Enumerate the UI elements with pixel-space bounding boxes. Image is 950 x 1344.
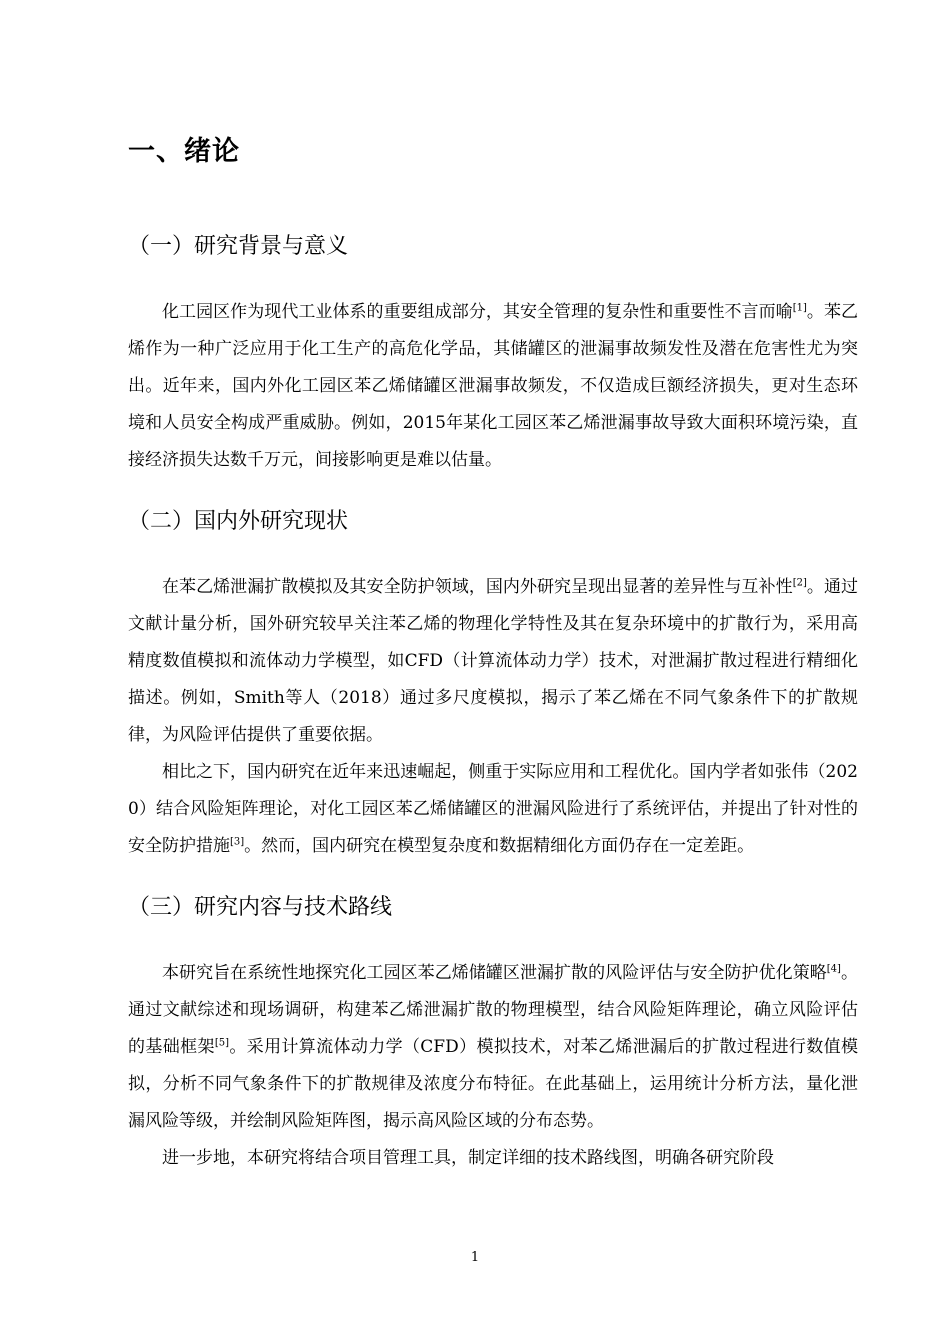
section-title: （二）国内外研究现状 [128, 509, 349, 534]
paragraph-text: 相比之下，国内研究在近年来迅速崛起，侧重于实际应用和工程优化。国内学者如张伟（2020）结合风险矩阵理论，对化工园区苯乙烯储罐区的泄漏风险进行了系统评估，并提出了针对性的安全防护措施 [128, 762, 858, 856]
section-title: （三）研究内容与技术路线 [128, 895, 393, 920]
paragraph-text: 本研究旨在系统性地探究化工园区苯乙烯储罐区泄漏扩散的风险评估与安全防护优化策略 [162, 963, 827, 983]
citation-ref[interactable]: [1] [792, 302, 807, 314]
paragraph-text: 。通过文献计量分析，国外研究较早关注苯乙烯的物理化学特性及其在复杂环境中的扩散行为，采用高精度数值模拟和流体动力学模型，如CFD（计算流体动力学）技术，对泄漏扩散过程进行精细化描述。例如，Smith等人（2018）通过多尺度模拟，揭示了苯乙烯在不同气象条件下的扩散规律，为风险评估提供了重要依据。 [128, 577, 859, 745]
citation-ref[interactable]: [3] [230, 836, 245, 848]
paragraph [128, 1140, 858, 1177]
paragraph-text: 在苯乙烯泄漏扩散模拟及其安全防护领域，国内外研究呈现出显著的差异性与互补性 [162, 577, 793, 597]
page-content [128, 132, 858, 1177]
paragraph [128, 294, 858, 479]
paragraph [128, 754, 858, 865]
paragraph-text: 。通过文献综述和现场调研，构建苯乙烯泄漏扩散的物理模型，结合风险矩阵理论，确立风险评估的基础框架 [128, 963, 858, 1057]
paragraph-text: 。采用计算流体动力学（CFD）模拟技术，对苯乙烯泄漏后的扩散过程进行数值模拟，分析不同气象条件下的扩散规律及浓度分布特征。在此基础上，运用统计分析方法，量化泄漏风险等级，并绘制风险矩阵图，揭示高风险区域的分布态势。 [128, 1037, 859, 1131]
citation-ref[interactable]: [2] [792, 577, 807, 589]
paragraph-text: 。苯乙烯作为一种广泛应用于化工生产的高危化学品，其储罐区的泄漏事故频发性及潜在危害性尤为突出。近年来，国内外化工园区苯乙烯储罐区泄漏事故频发，不仅造成巨额经济损失，更对生态环境和人员安全构成严重威胁。例如，2015年某化工园区苯乙烯泄漏事故导致大面积环境污染，直接经济损失达数千万元，间接影响更是难以估量。 [128, 302, 859, 470]
citation-ref[interactable]: [5] [214, 1037, 229, 1049]
chapter-title: 一、绪论 [128, 136, 240, 167]
page-number: 1 [470, 1250, 480, 1265]
paragraph-text: 化工园区作为现代工业体系的重要组成部分，其安全管理的复杂性和重要性不言而喻 [162, 302, 793, 322]
paragraph [128, 569, 858, 754]
citation-ref[interactable]: [4] [826, 963, 841, 975]
paragraph [128, 955, 858, 1140]
paragraph-text: 进一步地，本研究将结合项目管理工具，制定详细的技术路线图，明确各研究阶段 [162, 1148, 774, 1168]
section-title: （一）研究背景与意义 [128, 234, 349, 259]
paragraph-text: 。然而，国内研究在模型复杂度和数据精细化方面仍存在一定差距。 [244, 836, 755, 856]
